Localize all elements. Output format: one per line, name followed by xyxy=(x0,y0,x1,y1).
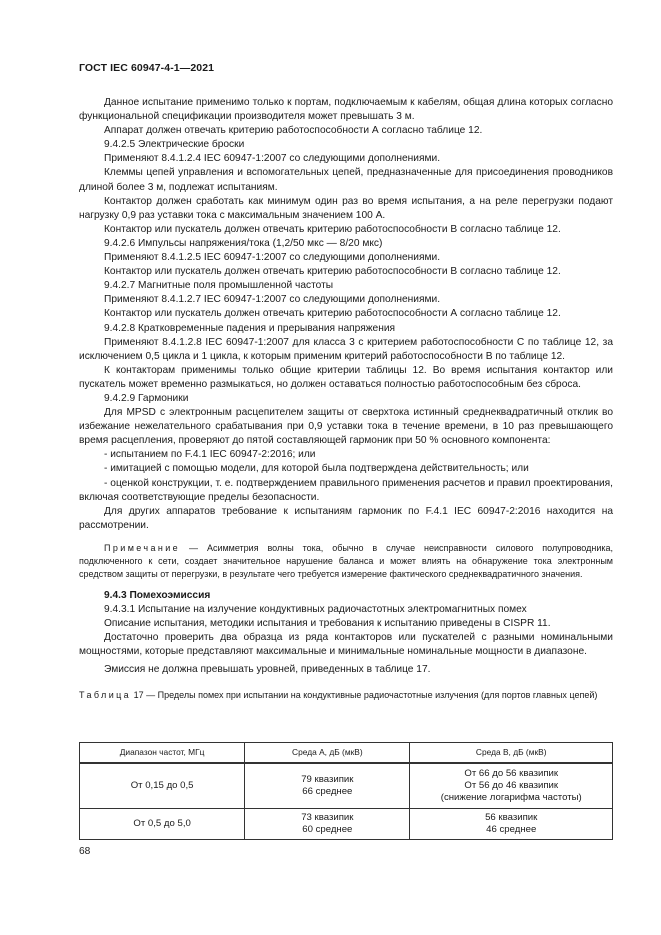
cell-line: От 56 до 46 квазипик xyxy=(464,779,559,791)
cell-line: 66 среднее xyxy=(302,786,353,797)
paragraph: Контактор должен сработать как минимум один раз во время испытания, а на реле перегрузки подают нагрузку 0,9 раз уставки тока с максимальным значением 100 А. xyxy=(79,195,613,221)
section-heading: 9.4.3 Помехоэмиссия xyxy=(104,589,211,601)
table-row xyxy=(80,809,613,840)
list-item: - испытанием по F.4.1 IEC 60947-2:2016; или xyxy=(104,449,316,461)
table-row xyxy=(80,763,613,809)
cell-line: От 66 до 56 квазипик xyxy=(464,767,559,779)
paragraph: Применяют 8.4.1.2.5 IEC 60947-1:2007 со следующими дополнениями. xyxy=(104,252,441,264)
list-item: - имитацией с помощью модели, для которой была подтверждена действительность; или xyxy=(104,463,529,475)
cell-line: 79 квазипик xyxy=(301,773,354,785)
cell-line: 60 среднее xyxy=(302,824,353,835)
column-header: Среда А, дБ (мкВ) xyxy=(245,743,410,764)
cell-line: 73 квазипик xyxy=(301,811,354,823)
range-cell: От 0,15 до 0,5 xyxy=(80,763,245,809)
paragraph: Контактор или пускатель должен отвечать критерию работоспособности В согласно таблице 12. xyxy=(104,266,561,278)
paragraph: Данное испытание применимо только к портам, подключаемым к кабелям, общая длина которых согласно функциональной спецификации производителя может превышать 3 м. xyxy=(79,97,613,123)
paragraph: Для MPSD с электронным расцепителем защиты от сверхтока истинный среднеквадратичный отклик во избежание нежелательного срабатывания при 0,9 уставки тока в течение времени, в 10 раз превышающего время расцепления, проверяют до пятой составляющей гармоник при 50 % основного компонента: xyxy=(79,407,613,447)
paragraph: Контактор или пускатель должен отвечать критерию работоспособности А согласно таблице 12. xyxy=(104,308,561,320)
column-header: Диапазон частот, МГц xyxy=(80,743,245,764)
paragraph: Эмиссия не должна превышать уровней, приведенных в таблице 17. xyxy=(104,663,431,675)
cell-line: 56 квазипик xyxy=(485,811,538,823)
standard-header: ГОСТ IEC 60947-4-1—2021 xyxy=(79,62,215,74)
list-item: - оценкой конструкции, т. е. подтверждением правильного применения расчетов и правил проектирования, включая соответствующие пределы безопасности. xyxy=(79,477,613,503)
page-number: 68 xyxy=(79,846,91,857)
range-cell: От 0,5 до 5,0 xyxy=(80,809,245,840)
paragraph: Контактор или пускатель должен отвечать критерию работоспособности В согласно таблице 12. xyxy=(104,223,561,235)
paragraph: Аппарат должен отвечать критерию работоспособности А согласно таблице 12. xyxy=(104,125,483,137)
subsection-heading: 9.4.2.6 Импульсы напряжения/тока (1,2/50 мкс — 8/20 мкс) xyxy=(104,237,383,249)
cell-line: (снижение логарифма частоты) xyxy=(440,792,582,804)
table-caption-label: Таблица xyxy=(79,690,132,701)
subsection-heading: 9.4.3.1 Испытание на излучение кондуктивных радиочастотных электромагнитных помех xyxy=(104,603,527,615)
body-text xyxy=(79,92,613,702)
paragraph: К контакторам применимы только общие критерии таблицы 12. Во время испытания контактор или пускатель может временно размыкаться, но должен оставаться полностью работоспособным без сброса. xyxy=(79,364,613,390)
paragraph: Описание испытания, методики испытания и требования к испытанию приведены в CISPR 11. xyxy=(104,617,551,629)
note xyxy=(79,542,613,582)
paragraph: Применяют 8.4.1.2.4 IEC 60947-1:2007 со следующими дополнениями. xyxy=(104,153,441,165)
paragraph: Клеммы цепей управления и вспомогательных цепей, предназначенные для присоединения проводников длиной более 3 м, подлежат испытаниям. xyxy=(79,167,613,193)
env-a-cell xyxy=(245,763,410,809)
subsection-heading: 9.4.2.7 Магнитные поля промышленной частоты xyxy=(104,280,334,292)
note-text: — Асимметрия волны тока, обычно в случае неисправности силового полупроводника, подключенного к сети, создает значительное нарушение баланса и может влиять на обнаружение тока электронным средством защиты от перегрузки, в результате чего требуется измерение фактического среднеквадратичного значения. xyxy=(79,542,613,580)
note-label: Примечание xyxy=(104,542,181,553)
emission-limits-table xyxy=(79,742,613,840)
paragraph: Для других аппаратов требование к испытаниям гармоник по F.4.1 IEC 60947-2:2016 находится на рассмотрении. xyxy=(79,505,613,531)
env-b-cell xyxy=(410,763,613,809)
table-caption xyxy=(79,689,613,702)
paragraph: Применяют 8.4.1.2.7 IEC 60947-1:2007 со следующими дополнениями. xyxy=(104,294,441,306)
subsection-heading: 9.4.2.5 Электрические броски xyxy=(104,139,245,151)
column-header: Среда В, дБ (мкВ) xyxy=(410,743,613,764)
table-header-row xyxy=(80,743,613,764)
env-b-cell xyxy=(410,809,613,840)
cell-line: 46 среднее xyxy=(486,824,537,835)
env-a-cell xyxy=(245,809,410,840)
paragraph: Применяют 8.4.1.2.8 IEC 60947-1:2007 для класса 3 с критерием работоспособности С по таблице 12, за исключением 0,5 цикла и 1 цикла, к которым применим критерий работоспособности В по таблице 12. xyxy=(79,336,613,362)
subsection-heading: 9.4.2.8 Кратковременные падения и прерывания напряжения xyxy=(104,322,396,334)
subsection-heading: 9.4.2.9 Гармоники xyxy=(104,392,189,404)
paragraph: Достаточно проверить два образца из ряда контакторов или пускателей с разными номинальными мощностями, которые представляют максимальные и минимальные номинальные мощности в диапазоне. xyxy=(79,631,613,657)
table-caption-text: 17 — Пределы помех при испытании на кондуктивные радиочастотные излучения (для портов главных цепей) xyxy=(131,690,598,701)
